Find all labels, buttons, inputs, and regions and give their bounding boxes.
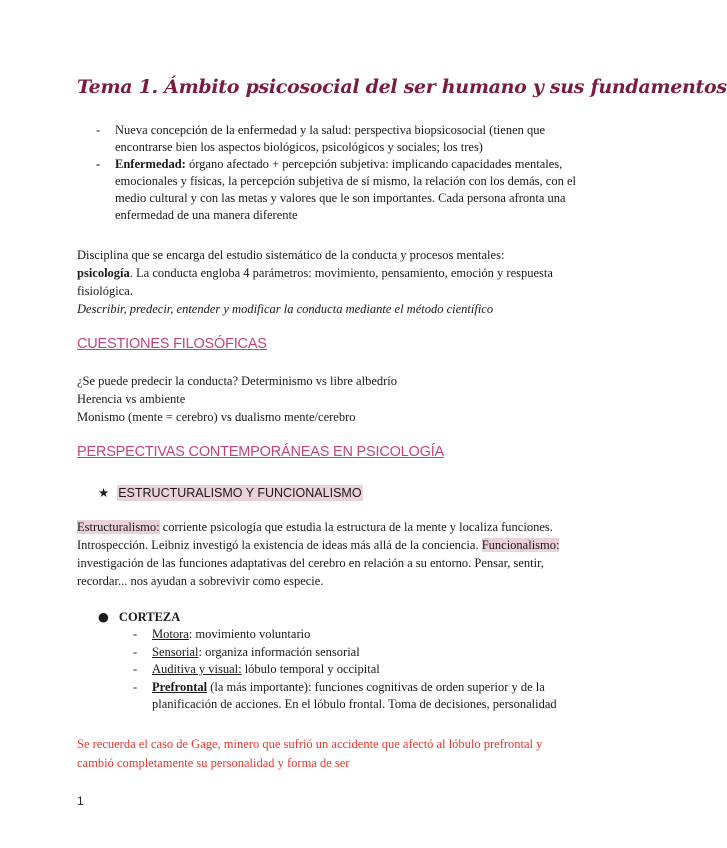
page-title: Tema 1. Ámbito psicosocial del ser humano y sus fundamentos: [77, 76, 727, 98]
list-item: [96, 156, 586, 224]
definition-line1: Disciplina que se encarga del estudio sistemático de la conducta y procesos mentales:: [77, 248, 505, 262]
dash-marker: -: [133, 644, 138, 659]
dash-marker: -: [133, 662, 138, 676]
definition-italic: Describir, predecir, entender y modificar la conducta mediante el método científico: [77, 302, 494, 316]
list-item: [133, 626, 573, 644]
intro-list: [96, 122, 586, 224]
corteza-list: [133, 626, 573, 714]
corteza-text: : organiza información sensorial: [198, 644, 360, 659]
enfermedad-term: Enfermedad:: [115, 157, 186, 171]
corteza-term: Motora: [152, 627, 189, 641]
list-item: [133, 661, 573, 679]
cuestiones-line: Herencia vs ambiente: [77, 392, 186, 406]
list-item: [133, 644, 573, 662]
corteza-text: : movimiento voluntario: [188, 627, 311, 641]
list-item-text: órgano afectado + percepción subjetiva: implicando capacidades mentales, emocionales y físicas, la percepción subjetiva de sí mismo, la relación con los demás, con el medio cultural y con las metas y valores que le son importantes. Cada persona afronta una enfermedad de una manera diferente: [115, 157, 576, 222]
bullet-icon: ●: [98, 609, 109, 624]
corteza-heading: [98, 609, 180, 625]
dash-marker: -: [96, 123, 101, 137]
dash-marker: -: [96, 157, 101, 171]
gage-note: Se recuerda el caso de Gage, minero que sufrió un accidente que afectó al lóbulo prefrontal y cambió completamente su personalidad y forma de ser: [77, 737, 543, 770]
cuestiones-line: Monismo (mente = cerebro) vs dualismo mente/cerebro: [77, 410, 356, 424]
dash-marker: -: [133, 627, 138, 641]
corteza-text: (la más importante): funciones cognitivas de orden superior y de la planificación de acciones. En el lóbulo frontal. Toma de decisiones, personalidad: [152, 679, 557, 711]
estructuralismo-text: corriente psicología que estudia la estructura de la mente y localiza funciones. Introspección. Leibniz investigó la existencia de ideas más allá de la conciencia.: [77, 520, 553, 552]
estructuralismo-term: Estructuralismo:: [77, 520, 160, 534]
list-item: [96, 122, 586, 156]
section-heading-perspectivas: PERSPECTIVAS CONTEMPORÁNEAS EN PSICOLOGÍA: [77, 444, 445, 460]
corteza-term: Auditiva y visual:: [152, 662, 242, 676]
star-icon: ★: [98, 485, 110, 500]
list-item-text: Nueva concepción de la enfermedad y la salud: perspectiva biopsicosocial (tienen que encontrarse bien los aspectos biológicos, psicológicos y sociales; los tres): [115, 123, 546, 154]
funcionalismo-text: investigación de las funciones adaptativas del cerebro en relación a su entorno. Pensar, sentir, recordar... nos ayudan a sobrevivir como especie.: [77, 556, 544, 588]
dash-marker: -: [133, 679, 138, 694]
corteza-term: Prefrontal: [152, 679, 208, 694]
list-item: [133, 679, 573, 714]
funcionalismo-term: Funcionalismo:: [481, 538, 560, 552]
psicologia-term: psicología: [77, 266, 130, 280]
corteza-term: Sensorial: [152, 644, 199, 659]
corteza-label: CORTEZA: [118, 610, 181, 624]
cuestiones-paragraph: [77, 372, 587, 426]
subheading-label: ESTRUCTURALISMO Y FUNCIONALISMO: [118, 486, 362, 500]
corteza-text: lóbulo temporal y occipital: [241, 662, 380, 676]
estructuralismo-paragraph: [77, 518, 587, 590]
section-heading-cuestiones: CUESTIONES FILOSÓFICAS: [77, 336, 267, 352]
definition-rest: . La conducta engloba 4 parámetros: movimiento, pensamiento, emoción y respuesta fisiológica.: [77, 266, 553, 298]
definition-paragraph: [77, 246, 587, 318]
subheading-estructuralismo: [98, 485, 363, 500]
cuestiones-line: ¿Se puede predecir la conducta? Determinismo vs libre albedrío: [77, 374, 398, 388]
page-number: 1: [77, 794, 84, 808]
